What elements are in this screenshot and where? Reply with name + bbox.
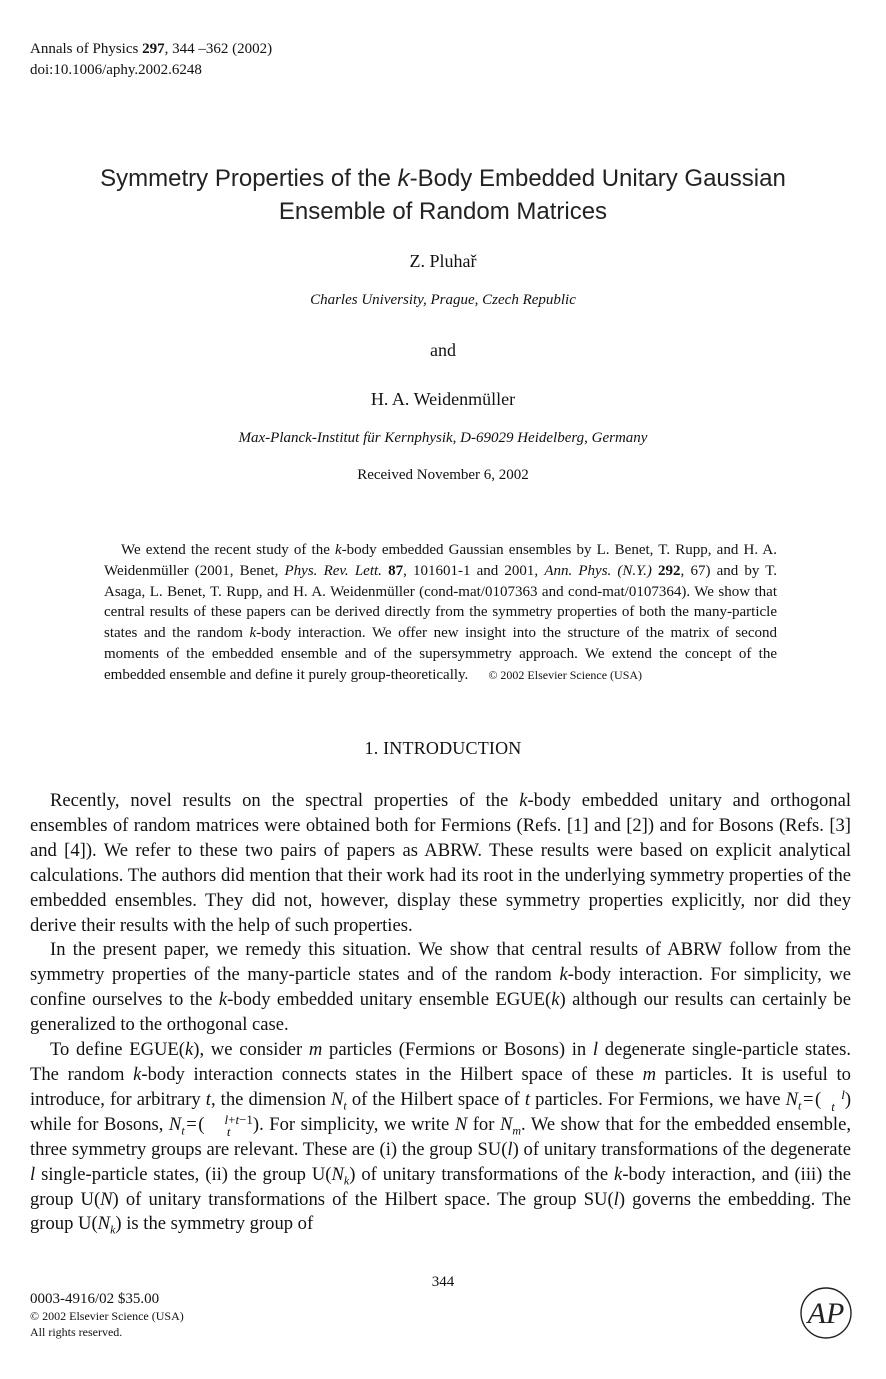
received-date: Received November 6, 2002: [357, 467, 529, 483]
ap-logo-icon: [799, 1286, 853, 1340]
affiliation-1: Charles University, Prague, Czech Republic: [310, 292, 576, 308]
boson-dimension-formula: $N_t$ = ( l+t−1 t ): [168, 1111, 260, 1139]
paragraph-1: Recently, novel results on the spectral properties of the k-body embedded unitary and orthogonal ensembles of random matrices were obtained both for Fermions (Refs. [1] and [2]) and for Bosons (Refs. [3] and [4]). We refer to these two pairs of papers as ABRW. These results were based on explicit analytical calculations. The authors did mention that their work had its root in the underlying symmetry properties of the embedded ensembles. They did not, however, display these symmetry properties explicitly, nor did they derive their results with the help of such properties.: [30, 790, 851, 936]
fermion-dimension-formula: $N_t$ = ( l t ): [785, 1086, 852, 1114]
footer-rights: All rights reserved.: [30, 1325, 123, 1339]
author-conjunction: and: [430, 340, 456, 360]
paragraph-3: To define EGUE(k), we consider m particles (Fermions or Bosons) in l degenerate single-particle states. The random k-body interaction connects states in the Hilbert space of these m particles. It is useful to introduce, for arbitrary t, the dimension $N_t$ of the Hilbert space of t particles. For Fermions, we have $N_t$ = ( l t ) while for Bosons, $N_t$ = ( l+t−1 t ). For simplicity, we write N for $N_m$. We show that for the embedded ensemble, three symmetry groups are relevant. These are (i) the group SU(l) of unitary transformations of the degenerate l single-particle states, (ii) the group $U(N_k)$ of unitary transformations of the k-body interaction, and (iii) the group U(N) of unitary transformations of the Hilbert space. The group SU(l) governs the embedding. The group $U(N_k)$ is the symmetry group of: [30, 1039, 852, 1238]
abstract: We extend the recent study of the k-body embedded Gaussian ensembles by L. Benet, T. Rupp, and H. A. Weidenmüller (2001, Benet, Phys. Rev. Lett. 87, 101601-1 and 2001, Ann. Phys. (N.Y.) 292, 67) and by T. Asaga, L. Benet, T. Rupp, and H. A. Weidenmüller (cond-mat/0107363 and cond-mat/0107364). We show that central results of these papers can be derived directly from the symmetry properties of both the many-particle states and the random k-body interaction. We offer new insight into the structure of the matrix of second moments of the embedded ensemble and of the supersymmetry approach. We extend the concept of the embedded ensemble and define it purely group-theoretically. © 2002 Elsevier Science (USA): [104, 542, 778, 683]
abstract-copyright: © 2002 Elsevier Science (USA): [488, 667, 643, 682]
footer-copyright: © 2002 Elsevier Science (USA): [30, 1309, 184, 1323]
svg-text:AP: AP: [807, 1297, 845, 1330]
affiliation-2: Max-Planck-Institut für Kernphysik, D-69029 Heidelberg, Germany: [238, 430, 648, 446]
page-number: 344: [431, 1274, 455, 1290]
paper-title: Symmetry Properties of the k-Body Embedded Unitary Gaussian Ensemble of Random Matrices: [100, 165, 786, 225]
journal-header: [30, 39, 272, 81]
paragraph-2: In the present paper, we remedy this situation. We show that central results of ABRW follow from the symmetry properties of the many-particle states and of the random k-body interaction. For simplicity, we confine ourselves to the k-body embedded unitary ensemble EGUE(k) although our results can certainly be generalized to the orthogonal case.: [30, 939, 852, 1036]
journal-volume: 297: [142, 41, 165, 57]
footer: [30, 1291, 184, 1340]
author-2: H. A. Weidenmüller: [370, 389, 516, 409]
body-text: [30, 789, 851, 1237]
section-heading: 1. INTRODUCTION: [364, 738, 522, 758]
issn-price: 0003-4916/02 $35.00: [30, 1291, 160, 1307]
author-1: Z. Pluhař: [409, 251, 477, 271]
journal-citation: Annals of Physics 297, 344 –362 (2002): [30, 41, 273, 57]
doi[interactable]: doi:10.1006/aphy.2002.6248: [30, 62, 202, 78]
